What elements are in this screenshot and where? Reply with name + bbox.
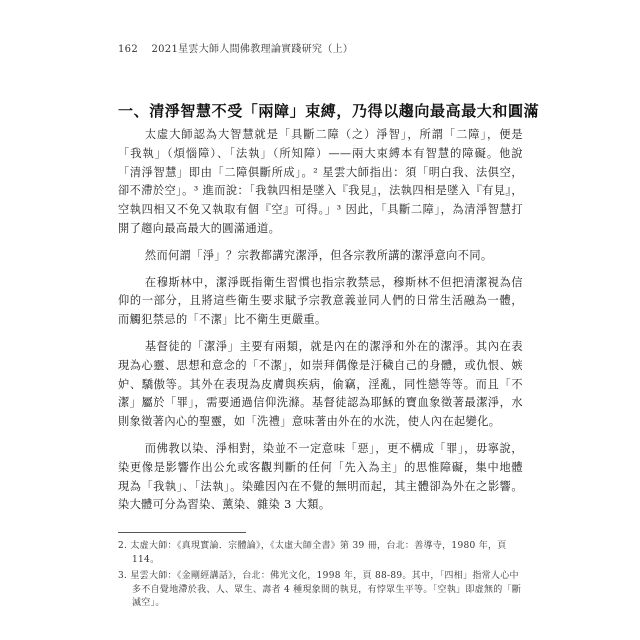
page-number: 162 (118, 44, 138, 55)
paragraph: 在穆斯林中，潔淨既指衛生習慣也指宗教禁忌，穆斯林不但把清潔視為信仰的一部分，且將這些衛生要求賦予宗教意義並同人們的日常生活融為一體，而觸犯禁忌的「不潔」比不衛生更嚴重。 (118, 275, 523, 327)
body-text (118, 126, 523, 523)
paragraph: 太虛大師認為大智慧就是「具斷二障（之）淨智」，所謂「二障」，便是「我執」（煩惱障）、「法執」（所知障）——兩大束縛本有智慧的障礙。他說「清淨智慧」即由「二障俱斷所成」。² 星雲大師指出：須「明白我、法俱空，卻不滯於空」。³ 進而說：「我執四相是墜入『我見』，法執四相是墜入『有見』，空執四相又不免又執取有個『空』可得。」³ 因此，「具斷二障」，為清淨智慧打開了趨向最高最大的圓滿通道。 (118, 128, 523, 235)
footnotes (118, 540, 523, 614)
paragraph: 而佛教以染、淨相對，染並不一定意味「惡」，更不構成「罪」，毋寧說，染更像是影響作出公允或客觀判斷的任何「先入為主」的思惟障礙，集中地體現為「我執」、「法執」。染雖因內在不覺的無明而起，其主體卻為外在之影響。染大體可分為習染、薰染、雜染 3 大類。 (118, 441, 523, 512)
paragraph: 基督徒的「潔淨」主要有兩類，就是內在的潔淨和外在的潔淨。其內在表現為心靈、思想和意念的「不潔」，如崇拜偶像是汙穢自己的身體，或仇恨、嫉妒、驕傲等。其外在表現為皮膚與疾病，偷竊，淫亂，同性戀等等。而且「不潔」屬於「罪」，需要通過信仰洗滌。基督徒認為耶穌的寶血象徵著最潔淨，水則象徵著內心的聖靈，如「洗禮」意味著由外在的水洗，使人內在起變化。 (118, 339, 523, 429)
section-heading: 一、清淨智慧不受「兩障」束縛，乃得以趨向最高最大和圓滿 (118, 102, 540, 120)
paragraph: 然而何謂「淨」？宗教都講究潔淨，但各宗教所講的潔淨意向不同。 (144, 248, 493, 262)
footnote: 2. 太虛大師：《真現實論．宗體論》，《太虛大師全書》第 39 冊，台北：善導寺，1980 年，頁 114。 (118, 541, 507, 565)
book-title: 2021星雲大師人間佛教理論實踐研究（上） (151, 44, 354, 55)
footnote: 3. 星雲大師：《金剛經講話》，台北：佛光文化，1998 年，頁 88-89。其中，「四相」指常人心中多不自覺地滯於我、人、眾生、壽者 4 種現象間的執見，有悖眾生平等。「空執」即虛無的「斷滅空」。 (118, 571, 522, 608)
footnote-divider (118, 532, 246, 533)
running-head (118, 40, 353, 55)
